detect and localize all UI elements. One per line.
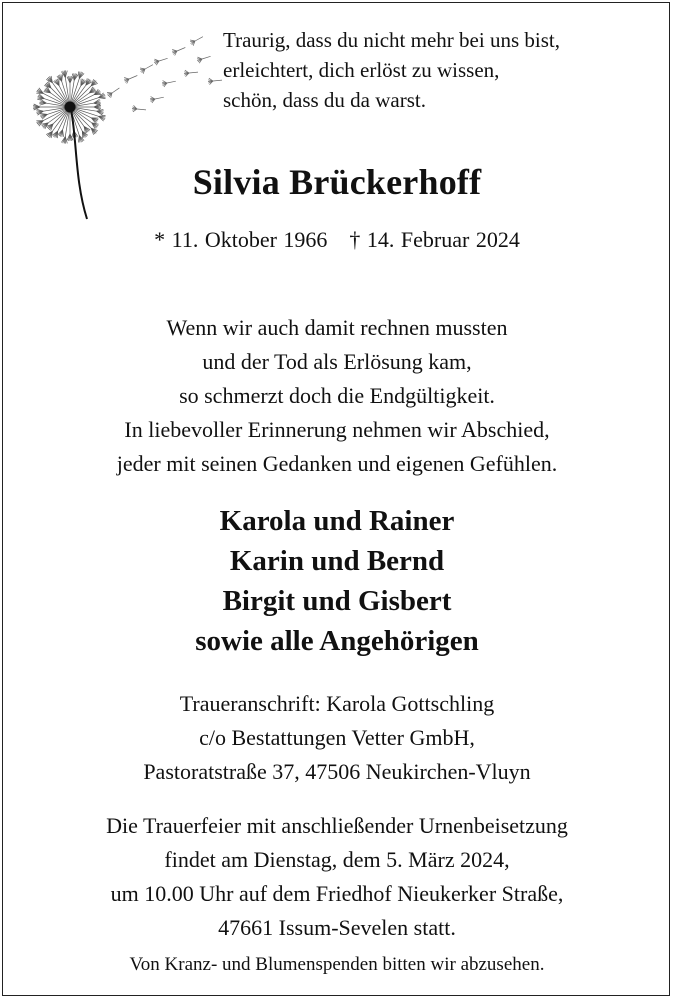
mourners: [3, 501, 671, 661]
verse: [3, 311, 671, 481]
deceased-name: Silvia Brückerhoff: [192, 162, 482, 202]
funeral-service-info: [3, 809, 671, 945]
life-dates: [3, 227, 671, 253]
verse-line: In liebevoller Erinnerung nehmen wir Abschied,: [124, 417, 550, 442]
verse-line: und der Tod als Erlösung kam,: [202, 349, 472, 374]
mourner-line: Birgit und Gisbert: [222, 585, 452, 617]
address-line: Pastoratstraße 37, 47506 Neukirchen-Vluyn: [143, 759, 531, 784]
verse-line: jeder mit seinen Gedanken und eigenen Gefühlen.: [116, 451, 558, 476]
mourner-line: Karin und Bernd: [229, 545, 445, 577]
service-line: 47661 Issum-Sevelen statt.: [218, 915, 456, 940]
service-line: findet am Dienstag, dem 5. März 2024,: [164, 847, 510, 872]
verse-line: Wenn wir auch damit rechnen mussten: [166, 315, 508, 340]
birth-date: * 11. Oktober 1966: [154, 227, 328, 252]
poem-line: schön, dass du da warst.: [223, 88, 426, 112]
death-date: † 14. Februar 2024: [349, 227, 520, 252]
address-line: Traueranschrift: Karola Gottschling: [179, 691, 495, 716]
mourning-address: [3, 687, 671, 789]
poem-line: erleichtert, dich erlöst zu wissen,: [223, 58, 500, 82]
mourner-line: sowie alle Angehörigen: [195, 625, 479, 657]
service-line: um 10.00 Uhr auf dem Friedhof Nieukerker Straße,: [110, 881, 564, 906]
obituary-frame: [2, 2, 670, 996]
flowers-note: Von Kranz- und Blumenspenden bitten wir abzusehen.: [129, 954, 545, 975]
verse-line: so schmerzt doch die Endgültigkeit.: [179, 383, 495, 408]
mourner-line: Karola und Rainer: [219, 505, 455, 537]
poem-line: Traurig, dass du nicht mehr bei uns bist,: [223, 28, 560, 52]
poem: [223, 25, 560, 115]
address-line: c/o Bestattungen Vetter GmbH,: [199, 725, 475, 750]
service-line: Die Trauerfeier mit anschließender Urnenbeisetzung: [106, 813, 568, 838]
